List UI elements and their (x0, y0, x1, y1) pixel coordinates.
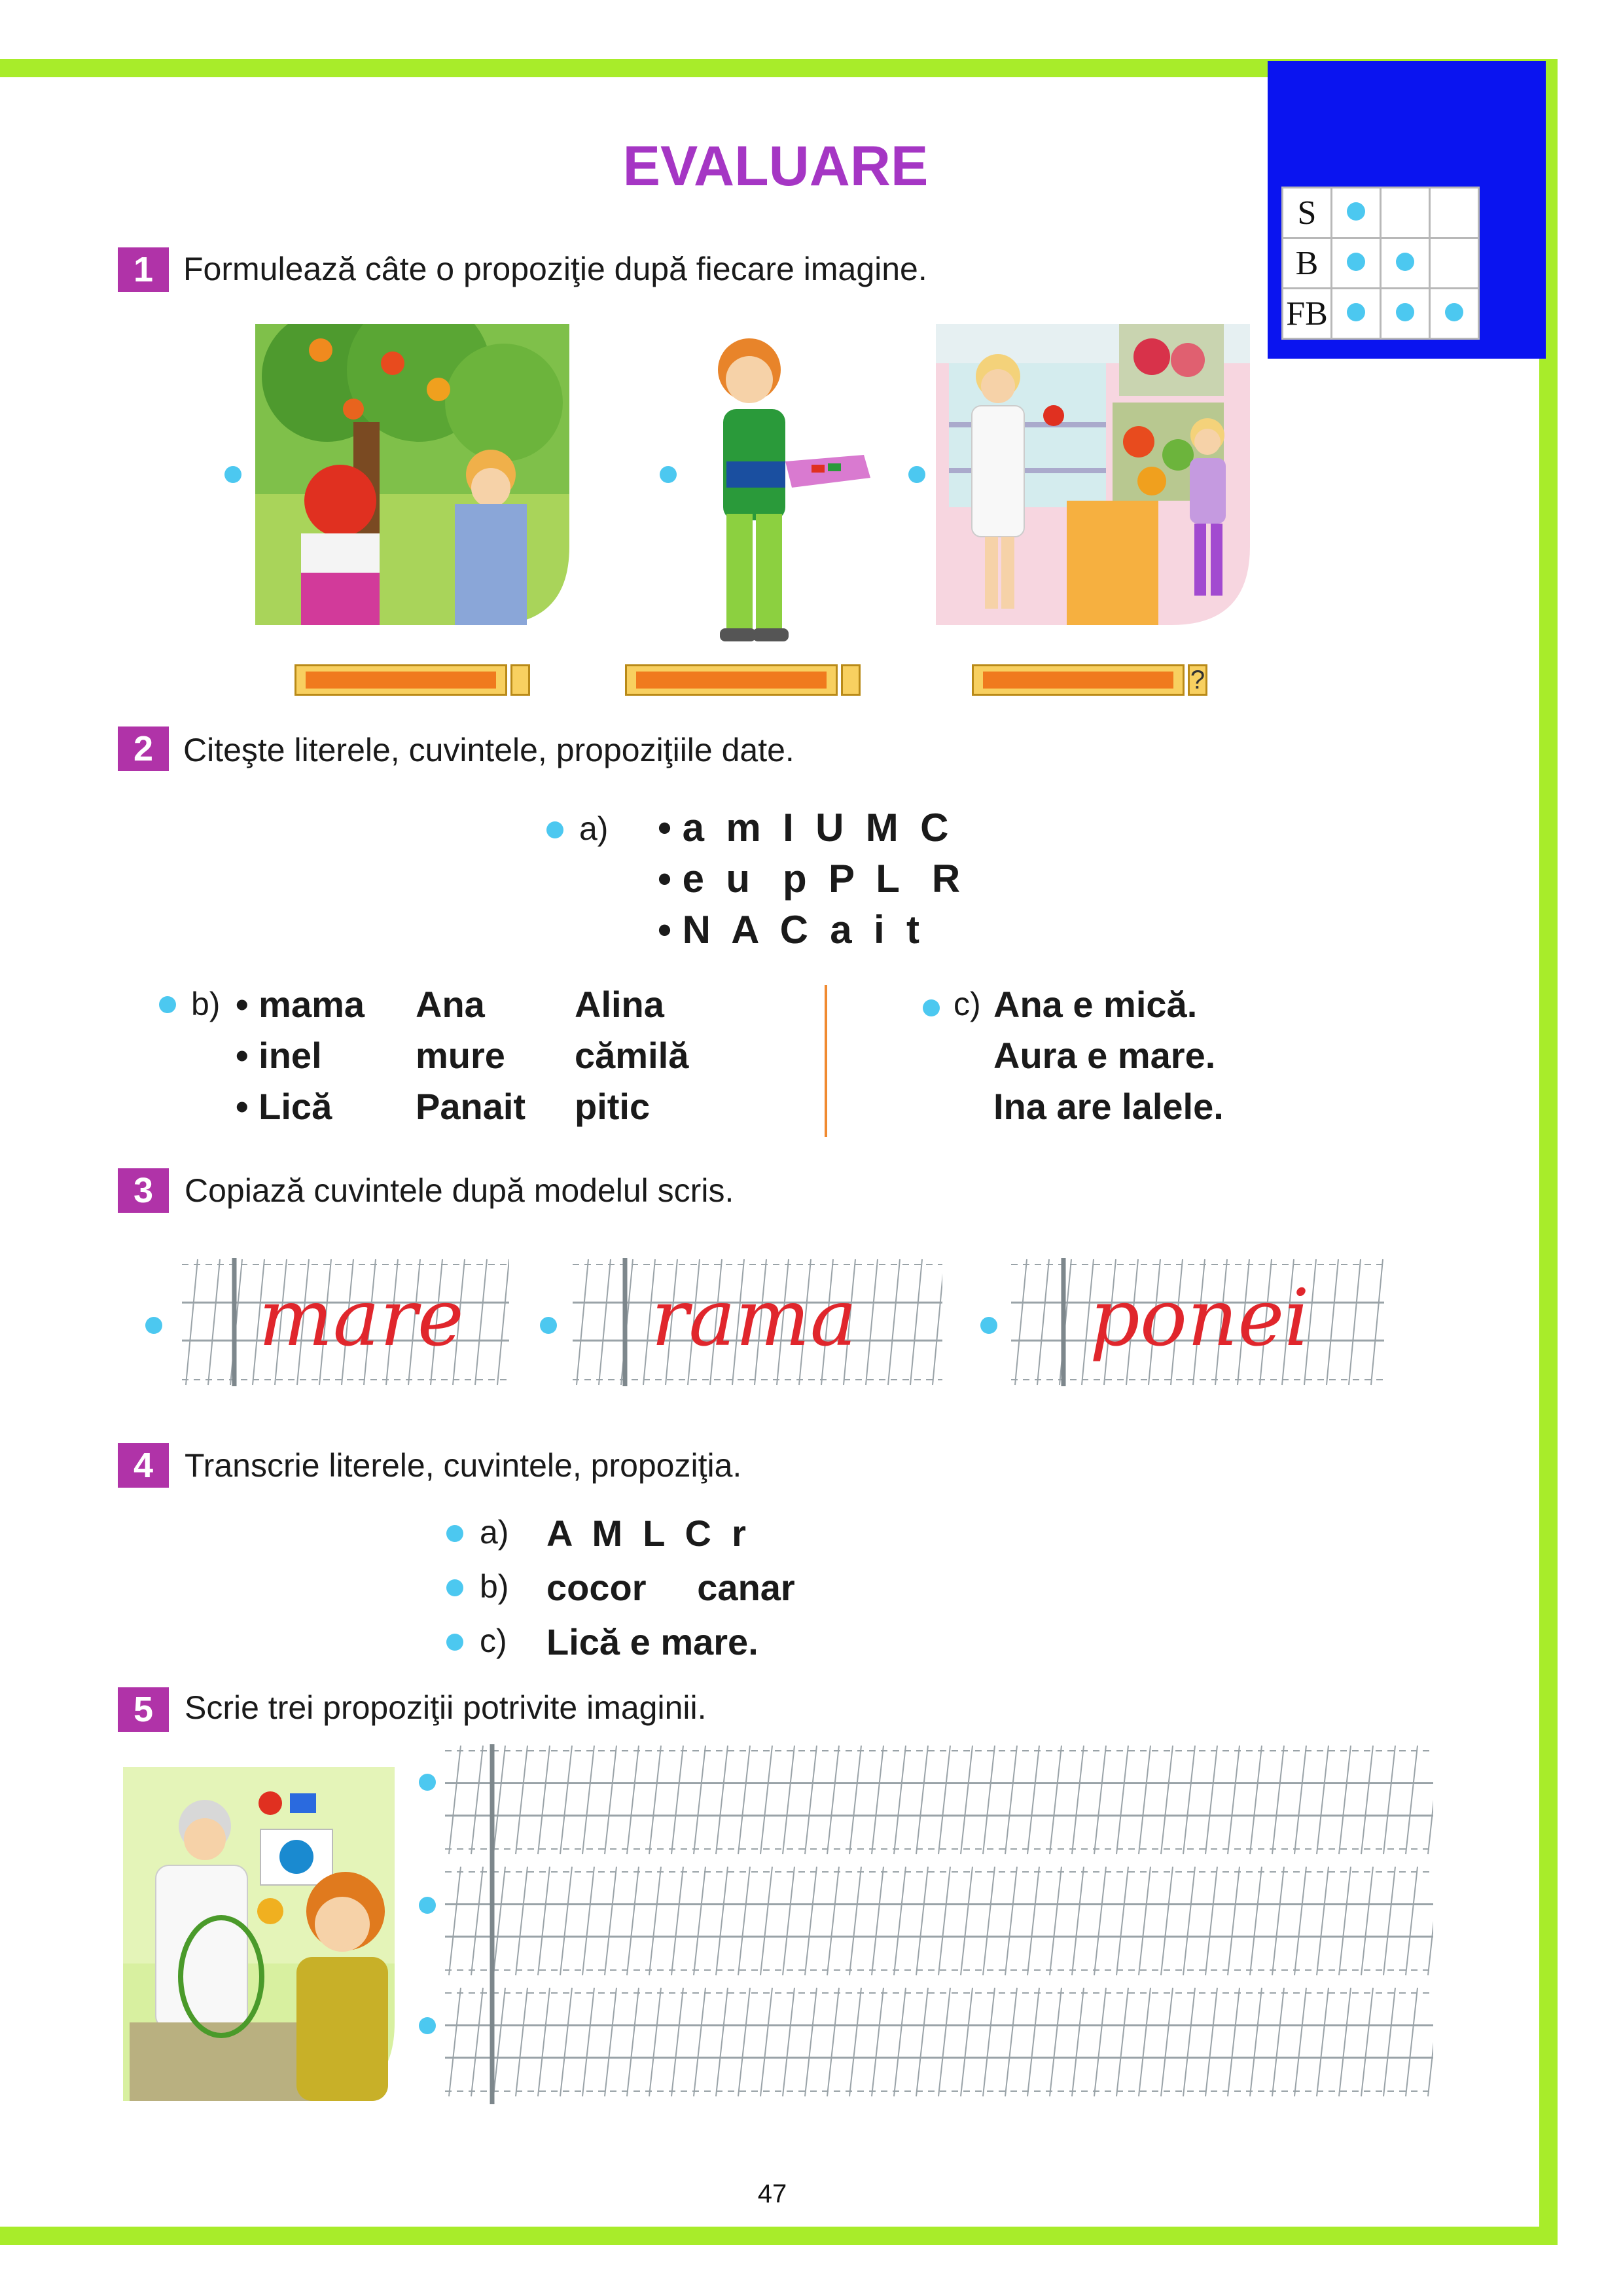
score-row-b (1283, 238, 1479, 289)
page-frame-right (1539, 59, 1558, 2245)
answer-end-box (841, 664, 861, 696)
ex2-b-word: • mama (236, 984, 365, 1025)
bullet-dot (540, 1317, 557, 1334)
ex2-a-line: • e u p P L R (658, 857, 961, 901)
bullet-dot (419, 1774, 436, 1791)
ex2-b-word: Panait (416, 1086, 526, 1127)
cursive-model-word: ponei (1090, 1273, 1310, 1364)
score-label: FB (1283, 289, 1332, 339)
exercise-2-instruction: Citeşte literele, cuvintele, propoziţiile date. (183, 732, 794, 768)
score-dot (1396, 303, 1414, 321)
answer-bar[interactable] (294, 664, 507, 696)
answer-end-box: ? (1188, 664, 1207, 696)
ex2-b-label: b) (191, 986, 221, 1022)
ex2-c-sentence: Ana e mică. (993, 984, 1198, 1025)
ex2-c-sentence: Aura e mare. (993, 1035, 1216, 1076)
ex2-b-word: • inel (236, 1035, 322, 1076)
ex4-item-content: cocor canar (546, 1567, 795, 1608)
writing-lines-large[interactable] (445, 1731, 1433, 2111)
ex2-b-word: • Lică (236, 1086, 332, 1127)
ex2-b-word: Ana (416, 984, 485, 1025)
bullet-dot (446, 1579, 463, 1596)
ex2-b-word: Alina (575, 984, 664, 1025)
answer-bar[interactable] (625, 664, 838, 696)
score-dot (1445, 303, 1463, 321)
score-row-fb (1283, 289, 1479, 339)
cursive-model-word: rama (651, 1273, 857, 1364)
column-divider (825, 985, 827, 1137)
exercise-5-number: 5 (118, 1687, 169, 1732)
exercise-3-instruction: Copiază cuvintele după modelul scris. (185, 1172, 734, 1209)
bullet-dot (980, 1317, 997, 1334)
score-dot (1396, 253, 1414, 271)
ex2-a-line: • N A C a i t (658, 908, 919, 952)
ex2-b-word: cămilă (575, 1035, 689, 1076)
exercise-3-number: 3 (118, 1168, 169, 1213)
bullet-dot (224, 466, 241, 483)
ex2-c-label: c) (954, 986, 981, 1022)
exercise-2-number: 2 (118, 726, 169, 771)
bullet-dot (546, 821, 563, 838)
exercise-4-number: 4 (118, 1443, 169, 1488)
ex4-item-label: a) (480, 1514, 509, 1551)
bullet-dot (923, 999, 940, 1016)
score-table (1281, 187, 1480, 340)
image-doctor-and-girl (936, 324, 1250, 625)
bullet-dot (419, 2017, 436, 2034)
exercise-4-instruction: Transcrie literele, cuvintele, propoziţia. (185, 1447, 742, 1484)
cursive-model-word: mare (259, 1273, 464, 1364)
answer-end-box (510, 664, 530, 696)
ex4-item-content: A M L C r (546, 1513, 746, 1554)
image-apple-picking (255, 324, 569, 625)
ex2-c-sentence: Ina are lalele. (993, 1086, 1224, 1127)
bullet-dot (908, 466, 925, 483)
bullet-dot (159, 996, 176, 1013)
page-frame-bottom (0, 2227, 1558, 2245)
bullet-dot (446, 1634, 463, 1651)
ex4-item-content: Lică e mare. (546, 1621, 758, 1662)
score-dot (1347, 202, 1365, 221)
exercise-1-number: 1 (118, 247, 169, 292)
bullet-dot (145, 1317, 162, 1334)
bullet-dot (419, 1897, 436, 1914)
score-dot (1347, 303, 1365, 321)
page-number: 47 (757, 2179, 787, 2208)
ex4-item-label: b) (480, 1568, 509, 1605)
ex2-b-word: mure (416, 1035, 505, 1076)
answer-bar[interactable] (972, 664, 1185, 696)
ex2-b-word: pitic (575, 1086, 651, 1127)
ex4-item-label: c) (480, 1623, 507, 1659)
score-label: B (1283, 238, 1332, 289)
score-label: S (1283, 188, 1332, 238)
image-vet-with-bird (123, 1767, 395, 2101)
score-dot (1347, 253, 1365, 271)
bullet-dot (660, 466, 677, 483)
bullet-dot (446, 1525, 463, 1542)
ex2-a-label: a) (579, 810, 609, 847)
ex2-a-line: • a m I U M C (658, 806, 949, 850)
image-boy-with-pencil-case (687, 331, 877, 645)
page-title: EVALUARE (622, 135, 929, 198)
exercise-1-instruction: Formulează câte o propoziţie după fiecare imagine. (183, 251, 927, 287)
exercise-5-instruction: Scrie trei propoziţii potrivite imaginii. (185, 1689, 707, 1726)
